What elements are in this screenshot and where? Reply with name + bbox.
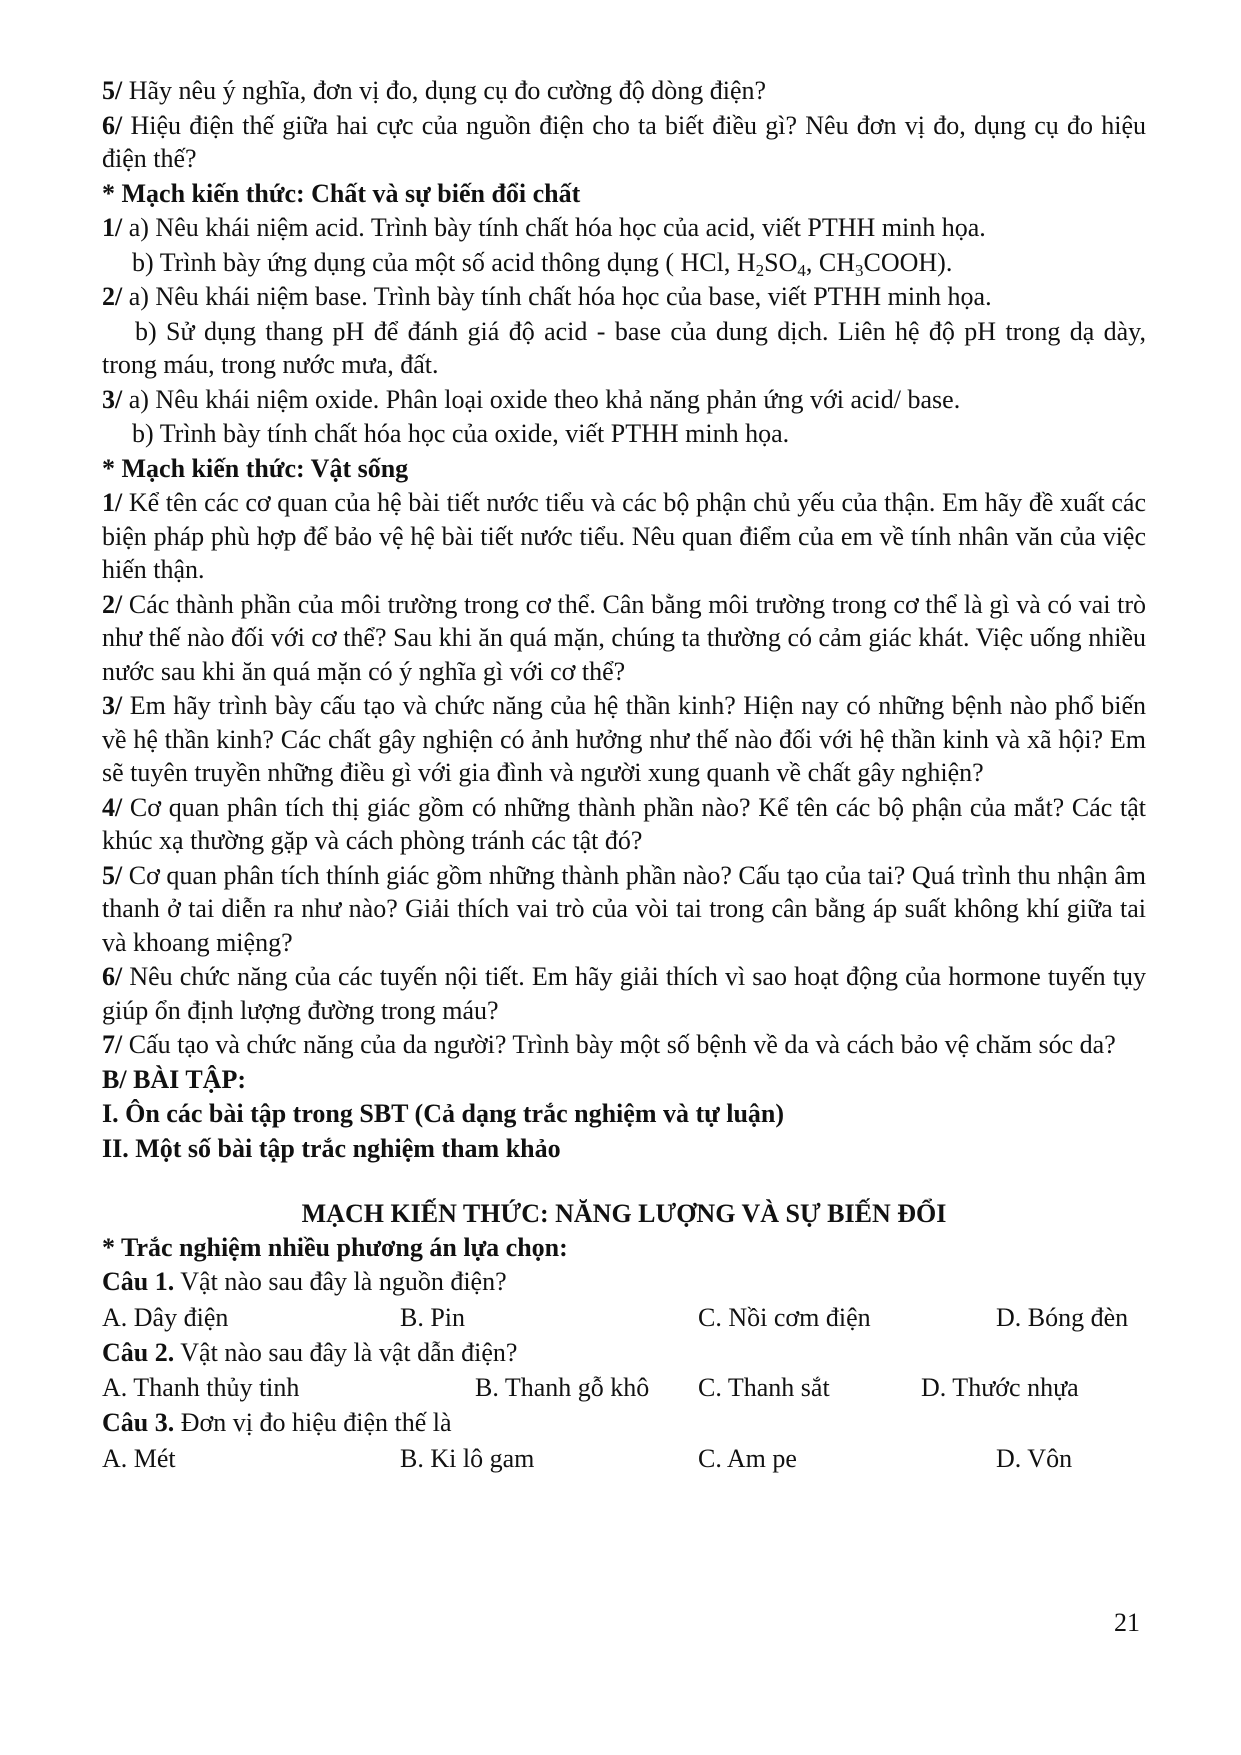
bio-item-6: 6/ Nêu chức năng của các tuyến nội tiết. Em hãy giải thích vì sao hoạt động của hormone tuyến tụy giúp ổn định lượng đường trong máu? [102, 962, 1146, 1025]
bio-item-2: 2/ Các thành phần của môi trường trong cơ thể. Cân bằng môi trường trong cơ thể là gì và có vai trò như thế nào đối với cơ thể? Sau khi ăn quá mặn, chúng ta thường có cảm giác khát. Việc uống nhiều nước sau khi ăn quá mặn có ý nghĩa gì với cơ thể? [102, 589, 1146, 686]
question-1: Câu 1. Vật nào sau đây là nguồn điện? [102, 1267, 507, 1296]
bio-heading: * Mạch kiến thức: Vật sống [102, 453, 409, 483]
option-a: A. Mét [102, 1443, 176, 1473]
option-c: C. Thanh sắt [698, 1373, 830, 1402]
mc-heading: * Trắc nghiệm nhiều phương án lựa chọn: [102, 1232, 568, 1262]
question-3-options [102, 1441, 1146, 1477]
part-b-sub1: I. Ôn các bài tập trong SBT (Cả dạng trắc nghiệm và tự luận) [102, 1099, 785, 1128]
option-a: A. Thanh thủy tinh [102, 1373, 300, 1402]
bio-item-1: 1/ Kể tên các cơ quan của hệ bài tiết nước tiểu và các bộ phận chủ yếu của thận. Em hãy đề xuất các biện pháp phù hợp để bảo vệ hệ bài tiết nước tiểu. Nêu quan điểm của em về tính nhân văn của việc hiến thận. [102, 488, 1146, 584]
question-3: Câu 3. Đơn vị đo hiệu điện thế là [102, 1408, 452, 1437]
bio-item-5: 5/ Cơ quan phân tích thính giác gồm những thành phần nào? Cấu tạo của tai? Quá trình thu nhận âm thanh ở tai diễn ra như nào? Giải thích vai trò của vòi tai trong cân bằng áp suất không khí giữa tai và khoang miệng? [102, 860, 1146, 957]
energy-item-5: 5/ Hãy nêu ý nghĩa, đơn vị đo, dụng cụ đo cường độ dòng điện? [102, 76, 767, 105]
chem-item-1b: b) Trình bày ứng dụng của một số acid thông dụng ( HCl, $H_2SO_4$, $CH_3COOH$). [132, 247, 953, 280]
option-c: C. Nồi cơm điện [698, 1302, 871, 1332]
bio-item-4: 4/ Cơ quan phân tích thị giác gồm có những thành phần nào? Kể tên các bộ phận của mắt? Các tật khúc xạ thường gặp và cách phòng tránh các tật đó? [102, 792, 1146, 855]
option-c: C. Am pe [698, 1443, 797, 1473]
option-a: A. Dây điện [102, 1302, 229, 1332]
energy-section-title: MẠCH KIẾN THỨC: NĂNG LƯỢNG VÀ SỰ BIẾN ĐỔI [301, 1199, 947, 1228]
part-b-sub2: II. Một số bài tập trắc nghiệm tham khảo [102, 1133, 561, 1163]
option-b: B. Pin [400, 1302, 466, 1332]
page-number: 21 [1114, 1608, 1140, 1637]
question-2-options [102, 1370, 1146, 1406]
bio-item-7: 7/ Cấu tạo và chức năng của da người? Trình bày một số bệnh về da và cách bảo vệ chăm sóc da? [102, 1030, 1116, 1059]
document-page [102, 74, 1146, 1477]
question-2: Câu 2. Vật nào sau đây là vật dẫn điện? [102, 1337, 518, 1367]
chem-item-1a: 1/ a) Nêu khái niệm acid. Trình bày tính chất hóa học của acid, viết PTHH minh họa. [102, 213, 986, 242]
chem-item-2a: 2/ a) Nêu khái niệm base. Trình bày tính chất hóa học của base, viết PTHH minh họa. [102, 282, 992, 311]
chem-item-2b: b) Sử dụng thang pH để đánh giá độ acid - base của dung dịch. Liên hệ độ pH trong dạ dày, trong máu, trong nước mưa, đất. [102, 316, 1146, 379]
option-d: D. Thước nhựa [921, 1373, 1079, 1402]
question-1-options [102, 1300, 1146, 1336]
chem-heading: * Mạch kiến thức: Chất và sự biến đổi chất [102, 178, 581, 208]
option-d: D. Bóng đèn [996, 1302, 1129, 1332]
part-b-heading: B/ BÀI TẬP: [102, 1064, 246, 1094]
energy-item-6: 6/ Hiệu điện thế giữa hai cực của nguồn điện cho ta biết điều gì? Nêu đơn vị đo, dụng cụ đo hiệu điện thế? [102, 110, 1146, 173]
option-d: D. Vôn [996, 1443, 1073, 1473]
bio-item-3: 3/ Em hãy trình bày cấu tạo và chức năng của hệ thần kinh? Hiện nay có những bệnh nào phổ biến về hệ thần kinh? Các chất gây nghiện có ảnh hưởng như thế nào đối với hệ thần kinh và xã hội? Em sẽ tuyên truyền những điều gì với gia đình và người xung quanh về chất gây nghiện? [102, 691, 1146, 787]
option-b: B. Ki lô gam [400, 1443, 535, 1473]
chem-item-3b: b) Trình bày tính chất hóa học của oxide, viết PTHH minh họa. [132, 419, 790, 448]
chem-item-3a: 3/ a) Nêu khái niệm oxide. Phân loại oxide theo khả năng phản ứng với acid/ base. [102, 384, 961, 414]
option-b: B. Thanh gỗ khô [475, 1373, 650, 1402]
